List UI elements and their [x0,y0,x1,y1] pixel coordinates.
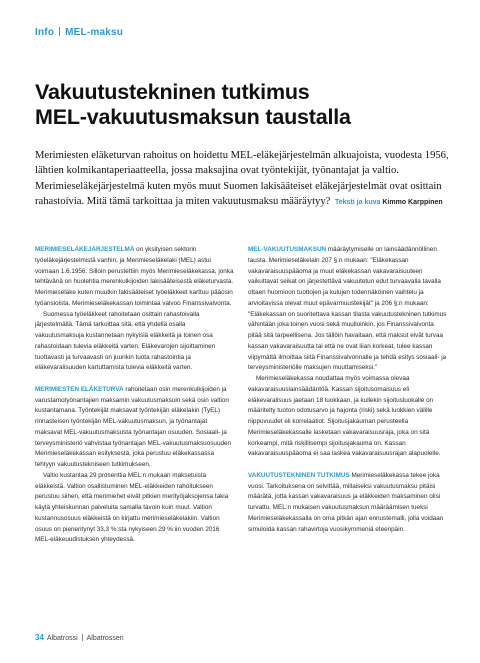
paragraph-keyword: MEL-VAKUUTUSMAKSUN [248,246,327,253]
section-label: Info [35,27,55,38]
title-line-2: MEL-vakuutusmaksun taustalla [35,105,351,129]
right-column [248,245,447,535]
paragraph-text: on yksityisen sektorin työeläkejärjestelmistä vanhin, ja Merimieseläkelaki (MEL) astui voimaan 1.6.1956. Silloin perustettiin myös Merimieseläkekassa, jonka tehtävänä on huolehtia merenkulkijoiden lakisääteisestä eläketurvasta. Merimieseläke kuten muutkin lakisääteiset työeläkkeet karttuu pääosin työansioista. Merimieseläkekassan toimintaa valvoo Finanssivalvonta. [35,246,234,307]
body-paragraph [248,245,447,374]
body-paragraph [35,385,234,471]
paragraph-text: Merimieseläkekassa tekee joka vuosi. Tarkoituksena on selvittää, millaiseksi vakuutusmaksu pitäisi määrätä, jotta kassan vakavaraisuus ja eläkkeiden maksaminen olisi turvattu. MEL:n mukaisen vakuutusmaksun määräämisen tueksi Merimieseläkekassalla on oma pitkän ajan ennustemalli, jolla voidaan simuloida kassan rahavirtoja vuosikymmeniä eteenpäin. [248,471,444,533]
paragraph-text: Merimieseläkekassa noudattaa myös voimassa olevaa vakavaraisuuslainsäädäntöä. Kassan sijoitusomaisuus eli eläkevaralisuus jaetaan 18 luokkaan, ja kullekin sijoitusluokalle on määritelty tuoton odotusarvo ja hajonta (riski) sekä luokkien välille riippuvuudet eli korrelaatiot. Sijoitusjakauman perusteella Merimieseläkekassalle lasketaan vakavaraisuusraja, joka on sitä korkeampi, mitä riskillisempi sijoitusjakauma on. Kassan vakavaraisuuspääoma ei saa laskea vakavaraisuusrajan alapuolelle. [248,375,441,458]
byline-label: Teksti ja kuva [335,199,381,207]
paragraph-text: määräytymiselle on lainsäädännöllinen tausta. Merimieseläkelain 207 §:n mukaan: "Eläkekassan vakavaraisuuspääoma ja muut eläkekassan vakavaraisuuteen vaikuttavat seikat on järjestettävä vakuutetun edut turvaavalla tavalla ottaen huomioon tuottojen ja kulujen todennäköinen vaihtelu ja arvioitavissa olevat muut epävarmuustekijät" ja 206 §:n mukaan: "Eläkekassan on suoritettava kassan tilasta vakuutustekninen tutkimus vähintään joka toinen vuosi sekä muulloinkin, jos Finanssivalvonta pitää sitä tarpeellisena. Jos tällöin havaitaan, että maksut eivät turvaa kassan vakavaraisuutta tai että ne ovat liian korkeat, tulee kassan viipymättä ilmoittaa siitä Finanssivalvonnalle ja tehdä esitys sosiaali- ja terveysministeriölle maksujen muuttamiseksi." [248,246,447,372]
paragraph-keyword: MERIMIESTEN ELÄKETURVA [35,385,124,393]
paragraph-text: Valtio kustantaa 29 prosenttia MEL:n mukaan maksetuista eläkkeistä. Valtion osallistuminen MEL-eläkkeiden rahoitukseen perustuu siihen, että merimiehet eivät pitkien merityöjaksojensa takia käytä yhteiskunnan palveluita samalla tavoin kuin muut. Valtion kustannusosuus eläkkeistä on kirjattu merimieseläkelakiin. Valtion osuus on pienentynyt 33,3 %:sta nykyiseen 29 %:iin vuoden 2016 MEL-eläkeuudistuksen yhteydessä. [35,471,229,544]
article-title [35,80,455,130]
paragraph-text: Suomessa työeläkkeet rahoitetaan osittain rahastoivalla järjestelmällä. Tämä tarkoittaa sitä, että yhdellä osalla vakuutusmaksuja kustannetaan nykyisiä eläkkeitä ja toinen osa rahastoidaan tulevia eläkkeitä varten. Eläkevarojen sijoittaminen tuottavasti ja turvaavasti on juurikin tuota rahastointia ja eläkevaralisuuden kartuttamista tulevia eläkkeitä varten. [35,310,216,372]
byline-author: Kimmo Karppinen [382,199,443,207]
magazine-name-swedish: Albatrossen [86,635,124,642]
left-column [35,245,234,546]
header-divider [59,27,60,36]
body-paragraph [35,471,234,546]
lead-text: Merimiesten eläketurvan rahoitus on hoidettu MEL-eläkejärjestelmän alkuajoista, vuodesta 1956, lähtien kolmikantaperiaatteella, jossa maksajina ovat työntekijät, työnantajat ja valtio. Merimieseläkejärjestelmä kuten myös muut Suomen lakisääteiset eläkejärjestelmät ovat osittain rahastoivia. Mitä tämä tarkoittaa ja miten vakuutusmaksu määräytyy? [35,150,449,208]
page-footer [35,633,124,642]
body-paragraph [35,245,234,310]
title-line-1: Vakuutustekninen tutkimus [35,80,310,104]
page-number: 34 [35,633,44,642]
lead-paragraph [35,148,455,211]
paragraph-text: rahoitetaan osin merenkulkijoiden ja varustamotyönantajien maksamin vakuutusmaksuin sekä osin valtion kustantamana. Työntekijät maksavat työntekijän eläkelakin (TyEL) rinnasteisen työntekijän MEL-vakuutusmaksun, ja työnantajat maksavat MEL-vakuutusmaksusta työnantajan osuuden. Sosiaali- ja terveysministeriö vahvistaa työnantajan MEL-vakuutusmaksuosuuden Merimieseläkekassan esityksestä, joka perustuu eläkekassassa tehtyyn vakuutustekniseen tutkimukseen. [35,385,232,468]
body-paragraph [248,471,447,536]
topic-label: MEL-maksu [65,27,124,38]
magazine-name: Albatrossi [46,635,78,642]
body-paragraph [248,374,447,460]
byline [335,199,443,206]
body-paragraph [35,310,234,375]
footer-divider [82,634,83,641]
section-header [35,27,123,38]
paragraph-keyword: MERIMIESELÄKEJÄRJESTELMÄ [35,246,135,253]
paragraph-keyword: VAKUUTUSTEKNINEN TUTKIMUS [248,471,350,479]
